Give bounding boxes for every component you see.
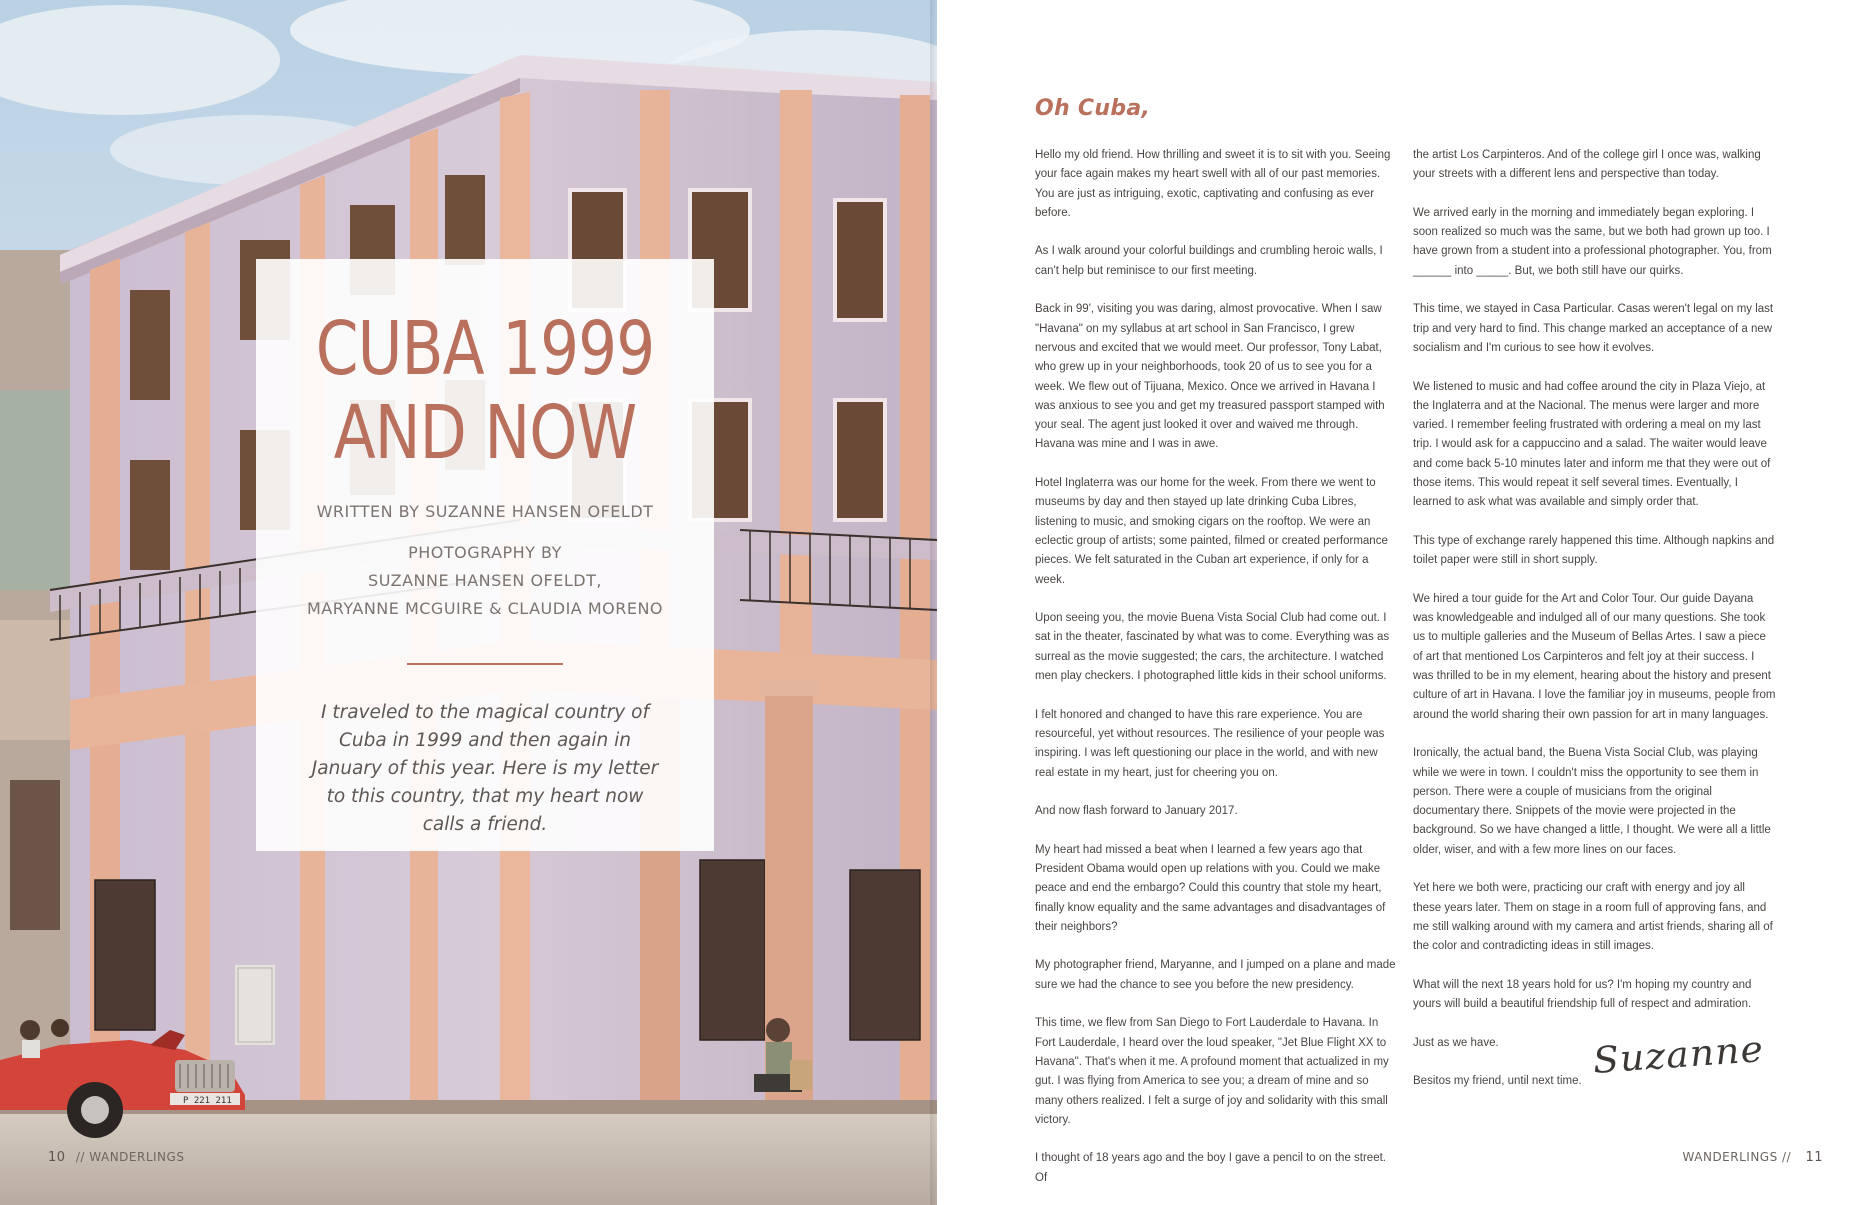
paragraph: We hired a tour guide for the Art and Color Tour. Our guide Dayana was knowledgeable and indulged all of our many questions. She took us to multiple galleries and the Museum of Bellas Artes. I saw a piece of art that mentioned Los Carpinteros and felt joy at their success. I was thrilled to be in my element, hearing about the history and present culture of art in Havana. I love the familiar joy in museums, people from around the world sharing their own passion for art in many languages. — [1413, 592, 1776, 721]
paragraph: We listened to music and had coffee around the city in Plaza Viejo, at the Inglaterra and at the Nacional. The menus were larger and more varied. I remember feeling frustrated with ordering a meal on my last trip. I would ask for a cappuccino and a salad. The waiter would leave and come back 5-10 minutes later and inform me that they were out of those items. This would repeat it self several times. Eventually, I learned to ask what was available and simply order that. — [1413, 380, 1771, 509]
title-line-2: AND NOW — [333, 390, 637, 476]
paragraph: Ironically, the actual band, the Buena Vista Social Club, was playing while we were in town. I couldn't miss the opportunity to see them in person. There were a couple of musicians from the original documentary there. Snippets of the movie were projected in the background. So we have changed a little, I thought. We were all a little older, wiser, and with a few more lines on our faces. — [1413, 747, 1771, 856]
title-line-1: CUBA 1999 — [315, 306, 655, 392]
closing-line: Besitos my friend, until next time. — [1413, 1075, 1582, 1088]
paragraph: Hotel Inglaterra was our home for the week. From there we went to museums by day and then stayed up late drinking Cuba Libres, listening to music, and smoking cigars on the rooftop. We were an eclectic group of artists; some painted, filmed or created performance pieces. We felt saturated in the Cuban art experience, if only for a week. — [1035, 477, 1388, 586]
letter-salutation: Oh Cuba, — [1035, 96, 1151, 121]
credits-line: PHOTOGRAPHY BY — [408, 543, 562, 562]
credits-line: SUZANNE HANSEN OFELDT, — [368, 571, 602, 590]
article-title — [256, 307, 714, 475]
letter-column-1 — [1035, 146, 1398, 1205]
photo-credits — [256, 539, 714, 623]
divider-rule — [407, 663, 563, 665]
paragraph: Back in 99', visiting you was daring, almost provocative. When I saw "Havana" on my syllabus at art school in San Francisco, I grew nervous and excited that we would meet. Our professor, Tony Labat, who grew up in your neighborhoods, took 20 of us to see you for a week. We flew out of Tijuana, Mexico. Once we arrived in Havana I was anxious to see you and get my treasured passport stamped with your seal. The agent just looked it over and waived me through. Havana was mine and I was in awe. — [1035, 303, 1385, 451]
byline: WRITTEN BY SUZANNE HANSEN OFELDT — [316, 502, 654, 521]
paragraph: the artist Los Carpinteros. And of the college girl I once was, walking your streets with a different lens and perspective than today. — [1413, 149, 1761, 181]
magazine-name-left: // WANDERLINGS — [75, 1150, 185, 1164]
paragraph: Hello my old friend. How thrilling and sweet it is to sit with you. Seeing your face again makes my heart swell with all of our past memories. You are just as intriguing, exotic, captivating and confusing as ever before. — [1035, 149, 1391, 219]
paragraph: This time, we stayed in Casa Particular. Casas weren't legal on my last trip and very hard to find. This change marked an acceptance of a new socialism and I'm curious to see how it evolves. — [1413, 303, 1774, 354]
intro-text: I traveled to the magical country of Cuba in 1999 and then again in January of this year. Here is my letter to this country, that my heart now calls a friend. — [311, 702, 659, 835]
folio-left — [48, 1150, 184, 1165]
right-page — [937, 0, 1863, 1205]
page-number-right: 11 — [1805, 1150, 1823, 1165]
paragraph: As I walk around your colorful buildings and crumbling heroic walls, I can't help but reminisce to our first meeting. — [1035, 245, 1383, 277]
paragraph: Yet here we both were, practicing our craft with energy and joy all these years later. Them on stage in a room full of approving fans, and me still walking around with my camera and artist friends, sharing all of the color and contradicting ideas in still images. — [1413, 882, 1773, 953]
paragraph: I felt honored and changed to have this rare experience. You are resourceful, yet without resources. The resilience of your people was inspiring. I was left questioning our place in the world, and with new real estate in my heart, just for cheering you on. — [1035, 708, 1385, 779]
paragraph: Upon seeing you, the movie Buena Vista Social Club had come out. I sat in the theater, fascinated by what was to come. Everything was as surreal as the movie suggested; the cars, the architecture. I watched men play checkers. I photographed little kids in their school uniforms. — [1035, 612, 1390, 683]
credits-line: MARYANNE MCGUIRE & CLAUDIA MORENO — [307, 599, 663, 618]
paragraph: We arrived early in the morning and immediately began exploring. I soon realized so much was the same, but we both had grown up too. I have grown from a student into a professional photographer. You, from ______ into _____. But, we both still have our quirks. — [1413, 206, 1772, 277]
paragraph: And now flash forward to January 2017. — [1035, 805, 1238, 818]
paragraph: This time, we flew from San Diego to Fort Lauderdale to Havana. In Fort Lauderdale, I heard over the loud speaker, "Jet Blue Flight XX to Havana". That's when it me. A profound moment that actualized in my gut. I was flying from America to see you; a dream of mine and so many others realized. I felt a surge of joy and solidarity with this small victory. — [1035, 1017, 1389, 1126]
paragraph: This type of exchange rarely happened this time. Although napkins and toilet paper were still in short supply. — [1413, 534, 1775, 567]
paragraph: Just as we have. — [1413, 1036, 1499, 1049]
handwritten-signature: Suzanne — [1591, 1029, 1766, 1083]
license-plate: P 221 211 — [183, 1096, 232, 1106]
paragraph: My heart had missed a beat when I learned a few years ago that President Obama would open up relations with you. Could we make peace and end the embargo? Could this country that stole my heart, finally know equality and the same advantages and disadvantages of their neighbors? — [1035, 843, 1386, 933]
folio-right — [1683, 1150, 1823, 1165]
paragraph: My photographer friend, Maryanne, and I jumped on a plane and made sure we had the chance to see you before the new presidency. — [1035, 959, 1396, 991]
magazine-name-right: WANDERLINGS // — [1682, 1150, 1792, 1164]
page-number-left: 10 — [48, 1150, 66, 1165]
title-card — [256, 259, 714, 851]
letter-column-2 — [1413, 146, 1776, 1092]
paragraph: I thought of 18 years ago and the boy I gave a pencil to on the street. Of — [1035, 1152, 1386, 1184]
paragraph: What will the next 18 years hold for us? I'm hoping my country and yours will build a beautiful friendship full of respect and admiration. — [1413, 978, 1752, 1011]
